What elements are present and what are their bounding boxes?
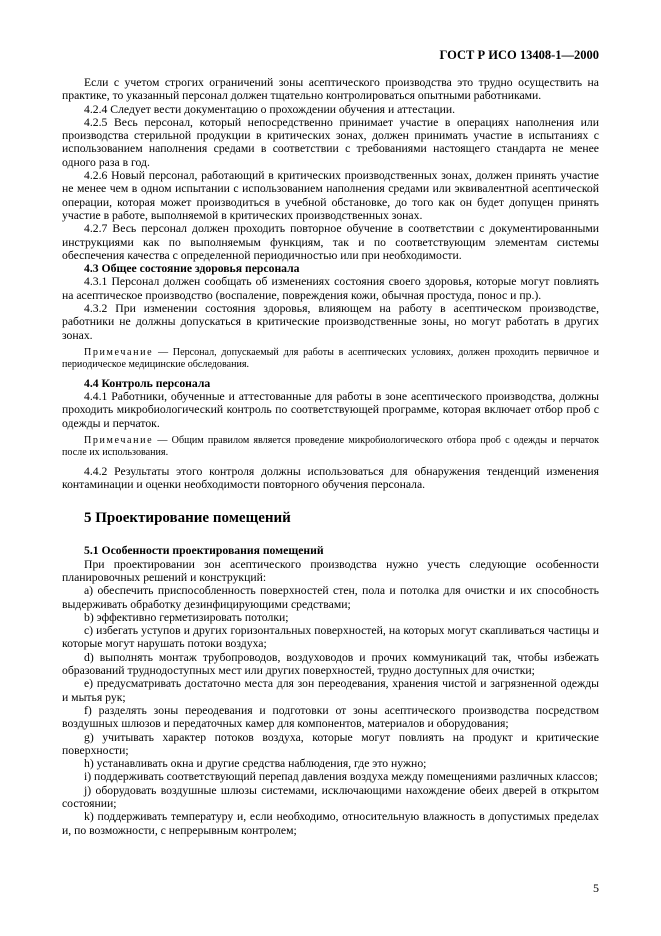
paragraph-4-2-7: 4.2.7 Весь персонал должен проходить повторное обучение в соответствии с документированными инструкциями как по выполняемым функциям, так и по соответствующим элементам системы обеспечения качества с определенной периодичностью или при необходимости. [62, 222, 599, 262]
paragraph-4-3-2: 4.3.2 При изменении состояния здоровья, влияющем на работу в асептическом производстве, работники не должны допускаться в критические производственные зоны, но могут работать в других зонах. [62, 302, 599, 342]
paragraph-4-2-5: 4.2.5 Весь персонал, который непосредственно принимает участие в операциях наполнения или производства стерильной продукции в критических зонах, должен принимать участие в испытаниях с использованием наполнения средами в соответствии с требованиями настоящего стандарта не менее одного раза в год. [62, 115, 599, 169]
note-2-label: Примечание [84, 434, 154, 446]
note-1 [62, 347, 599, 372]
list-item-j: j) оборудовать воздушные шлюзы системами, исключающими нахождение обеих дверей в открытом состоянии; [62, 783, 599, 810]
list-item-g: g) учитывать характер потоков воздуха, которые могут повлиять на продукт и критические поверхности; [62, 730, 599, 757]
list-item-d: d) выполнять монтаж трубопроводов, воздуховодов и прочих коммуникаций так, чтобы избежать образований труднодоступных мест или других поверхностей, трудно доступных для очистки; [62, 650, 599, 678]
page-number: 5 [593, 881, 599, 895]
paragraph-4-4-1: 4.4.1 Работники, обученные и аттестованные для работы в зоне асептического производства, должны проходить микробиологический контроль по соответствующей программе, которая включает отбор проб с одежды и перчаток. [62, 390, 599, 430]
paragraph-5-1-intro: При проектировании зон асептического производства нужно учесть следующие особенности планировочных решений и конструкций: [62, 557, 599, 584]
list-item-b: b) эффективно герметизировать потолки; [84, 610, 289, 624]
document-header: ГОСТ Р ИСО 13408-1—2000 [439, 48, 599, 62]
section-5-heading: 5 Проектирование помещений [84, 510, 291, 527]
list-item-c: c) избегать уступов и других горизонтальных поверхностей, на которых могут скапливаться частицы и которые могут нарушать потоки воздуха; [62, 624, 599, 651]
heading-4-3: 4.3 Общее состояние здоровья персонала [84, 262, 300, 276]
paragraph-4-2-6: 4.2.6 Новый персонал, работающий в критических производственных зонах, должен принять участие не менее чем в одном испытании с использованием наполнения средами или эквивалентной асептической операции, которая может производиться в учебной обстановке, до того как он будет допущен принять участие в работе, выполняемой в критических производственных зонах. [62, 169, 599, 222]
list-item-h: h) устанавливать окна и другие средства наблюдения, где это нужно; [84, 757, 427, 771]
note-2 [62, 435, 599, 460]
note-1-label: Примечание [84, 346, 154, 358]
heading-5-1: 5.1 Особенности проектирования помещений [84, 544, 324, 558]
list-item-f: f) разделять зоны переодевания и подготовки от зоны асептического производства посредством воздушных шлюзов и передаточных камер для компонентов, материалов и оборудования; [62, 703, 599, 731]
paragraph-4-4-2: 4.4.2 Результаты этого контроля должны использоваться для обнаружения тенденций изменения контаминации и оценки необходимости повторного обучения персонала. [62, 464, 599, 492]
list-item-e: e) предусматривать достаточно места для зон переодевания, хранения чистой и загрязненной одежды и мытья рук; [62, 677, 599, 704]
paragraph-continuation: Если с учетом строгих ограничений зоны асептического производства это трудно осуществить на практике, то указанный персонал должен тщательно контролироваться опытными работниками. [62, 76, 599, 103]
note-1-text: — Персонал, допускаемый для работы в асептических условиях, должен проходить первичное и периодическое медицинские обследования. [62, 346, 599, 371]
note-2-text: — Общим правилом является проведение микробиологического отбора проб с одежды и перчаток после их использования. [62, 434, 599, 459]
page-content [62, 76, 599, 837]
heading-4-4: 4.4 Контроль персонала [84, 376, 211, 390]
paragraph-4-3-1: 4.3.1 Персонал должен сообщать об изменениях состояния своего здоровья, которые могут повлиять на асептическое производство (воспаление, повреждения кожи, обычная простуда, понос и пр.). [62, 275, 599, 302]
paragraph-4-2-4: 4.2.4 Следует вести документацию о прохождении обучения и аттестации. [84, 102, 456, 116]
list-item-i: i) поддерживать соответствующий перепад давления воздуха между помещениями различных классов; [84, 770, 598, 784]
list-item-a: а) обеспечить приспособленность поверхностей стен, пола и потолка для очистки и их способность выдерживать обработку дезинфицирующими средствами; [62, 584, 599, 611]
list-item-k: k) поддерживать температуру и, если необходимо, относительную влажность в допустимых пределах и, по возможности, с непрерывным контролем; [62, 810, 599, 837]
